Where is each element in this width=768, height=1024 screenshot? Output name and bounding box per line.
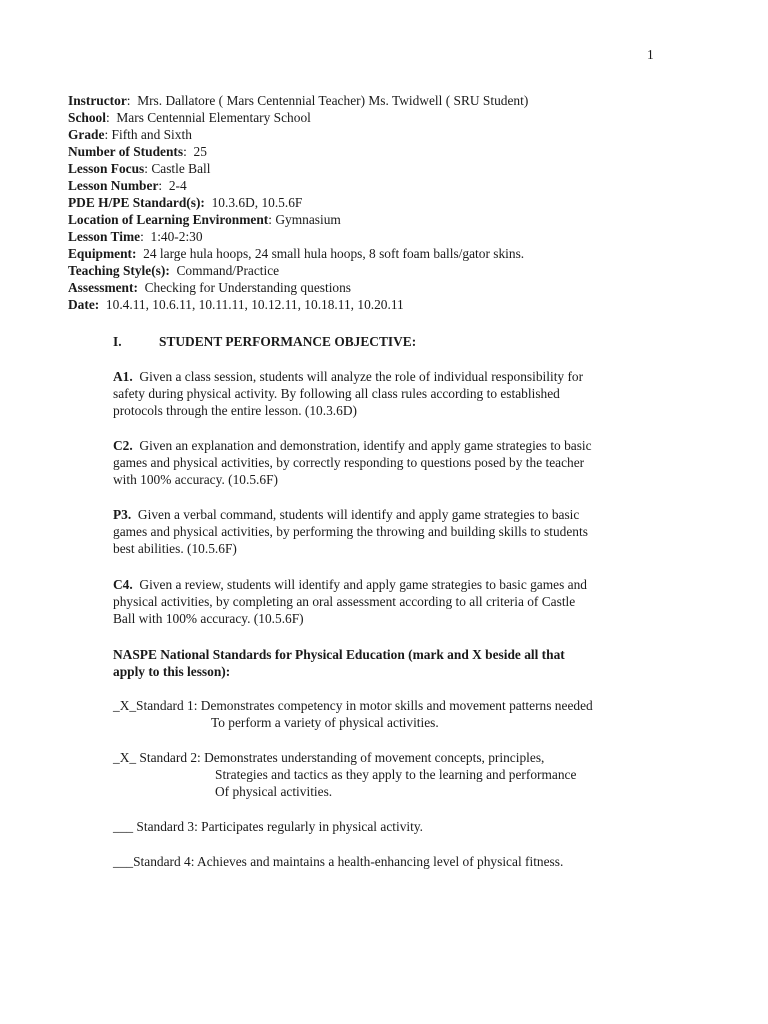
header-value: Mrs. Dallatore ( Mars Centennial Teacher) Ms. Twidwell ( SRU Student) (130, 93, 529, 108)
objective-text: Given a verbal command, students will identify and apply game strategies to basic (131, 507, 580, 522)
objective-line (113, 368, 673, 385)
header-label: Equipment: (68, 246, 137, 261)
objective-code: P3. (113, 507, 132, 522)
header-value: 1:40-2:30 (143, 229, 203, 244)
objective-line (113, 437, 673, 454)
header-instructor (68, 92, 708, 109)
header-school (68, 109, 708, 126)
header-label: Number of Students (68, 144, 184, 159)
header-value: 24 large hula hoops, 24 small hula hoops, 8 soft foam balls/gator skins. (136, 246, 525, 261)
standard-3 (113, 818, 423, 835)
header-label: Location of Learning Environment (68, 212, 269, 227)
header-assessment (68, 279, 708, 296)
header-label: PDE H/PE Standard(s): (68, 195, 205, 210)
header-value: Gymnasium (272, 212, 341, 227)
standard-line: Of physical activities. (215, 784, 333, 799)
objective-line: games and physical activities, by performing the throwing and building skills to students (113, 524, 588, 539)
header-label: Teaching Style(s): (68, 263, 170, 278)
objective-text: Given a class session, students will analyze the role of individual responsibility for (132, 369, 584, 384)
header-value: 25 (186, 144, 207, 159)
header-label: Grade (68, 127, 105, 142)
header-lesson-time (68, 228, 708, 245)
objective-line: games and physical activities, by correctly responding to questions posed by the teacher (113, 455, 585, 470)
section-title: STUDENT PERFORMANCE OBJECTIVE: (159, 334, 417, 349)
standard-2 (113, 749, 576, 800)
objective-line: Ball with 100% accuracy. (10.5.6F) (113, 611, 304, 626)
header-location (68, 211, 708, 228)
standard-line: _X_Standard 1: Demonstrates competency in motor skills and movement patterns needed (113, 698, 593, 713)
header-value: 10.3.6D, 10.5.6F (204, 195, 303, 210)
objective-line: protocols through the entire lesson. (10.3.6D) (113, 403, 357, 418)
header-grade (68, 126, 708, 143)
header-value: 10.4.11, 10.6.11, 10.11.11, 10.12.11, 10.18.11, 10.20.11 (99, 297, 404, 312)
header-lesson-number (68, 177, 708, 194)
objective-code: A1. (113, 369, 133, 384)
objective-c2 (113, 437, 673, 488)
standard-line: To perform a variety of physical activities. (211, 715, 439, 730)
standard-line: Strategies and tactics as they apply to the learning and performance (215, 767, 577, 782)
header-equipment (68, 245, 708, 262)
objective-line: with 100% accuracy. (10.5.6F) (113, 472, 278, 487)
lesson-header (68, 92, 708, 313)
objective-line (113, 506, 673, 523)
standard-line: ___ Standard 3: Participates regularly in physical activity. (113, 819, 424, 834)
header-sep: : (144, 161, 148, 176)
header-teaching-style (68, 262, 708, 279)
objective-line: physical activities, by completing an oral assessment according to all criteria of Castle (113, 594, 576, 609)
header-date (68, 296, 708, 313)
objective-text: Given an explanation and demonstration, identify and apply game strategies to basic (132, 438, 592, 453)
objective-line (113, 576, 673, 593)
objective-code: C2. (113, 438, 133, 453)
standard-4 (113, 853, 563, 870)
header-sep: : (158, 178, 163, 193)
objective-line: best abilities. (10.5.6F) (113, 541, 237, 556)
header-value: Fifth and Sixth (108, 127, 192, 142)
standard-line: ___Standard 4: Achieves and maintains a health-enhancing level of physical fitness. (113, 854, 564, 869)
header-value: Command/Practice (169, 263, 280, 278)
objective-p3 (113, 506, 673, 557)
header-label: Assessment: (68, 280, 138, 295)
header-value: Castle Ball (148, 161, 211, 176)
objective-c4 (113, 576, 673, 627)
header-label: Instructor (68, 93, 127, 108)
objective-line: safety during physical activity. By following all class rules according to established (113, 386, 560, 401)
section-heading (113, 333, 416, 350)
naspe-heading (113, 646, 565, 680)
page-number: 1 (647, 47, 654, 62)
header-sep: : (104, 127, 109, 142)
header-value: 2-4 (162, 178, 187, 193)
header-sep: : (126, 93, 131, 108)
naspe-heading-line: NASPE National Standards for Physical Education (mark and X beside all that (113, 647, 565, 662)
header-value: Mars Centennial Elementary School (109, 110, 311, 125)
header-value: Checking for Understanding questions (137, 280, 352, 295)
standard-line: _X_ Standard 2: Demonstrates understanding of movement concepts, principles, (113, 750, 545, 765)
header-sep: : (140, 229, 144, 244)
naspe-heading-line: apply to this lesson): (113, 664, 231, 679)
objective-text: Given a review, students will identify and apply game strategies to basic games and (132, 577, 588, 592)
header-sep: : (183, 144, 187, 159)
objective-a1 (113, 368, 673, 419)
header-label: Lesson Focus (68, 161, 145, 176)
header-label: Lesson Number (68, 178, 159, 193)
standard-1 (113, 697, 593, 731)
header-pde-standards (68, 194, 708, 211)
header-label: Date: (68, 297, 100, 312)
header-sep: : (268, 212, 272, 227)
header-lesson-focus (68, 160, 708, 177)
header-label: Lesson Time (68, 229, 141, 244)
section-number: I. (113, 334, 122, 349)
objective-code: C4. (113, 577, 133, 592)
header-number-of-students (68, 143, 708, 160)
header-sep: : (105, 110, 110, 125)
header-label: School (68, 110, 106, 125)
